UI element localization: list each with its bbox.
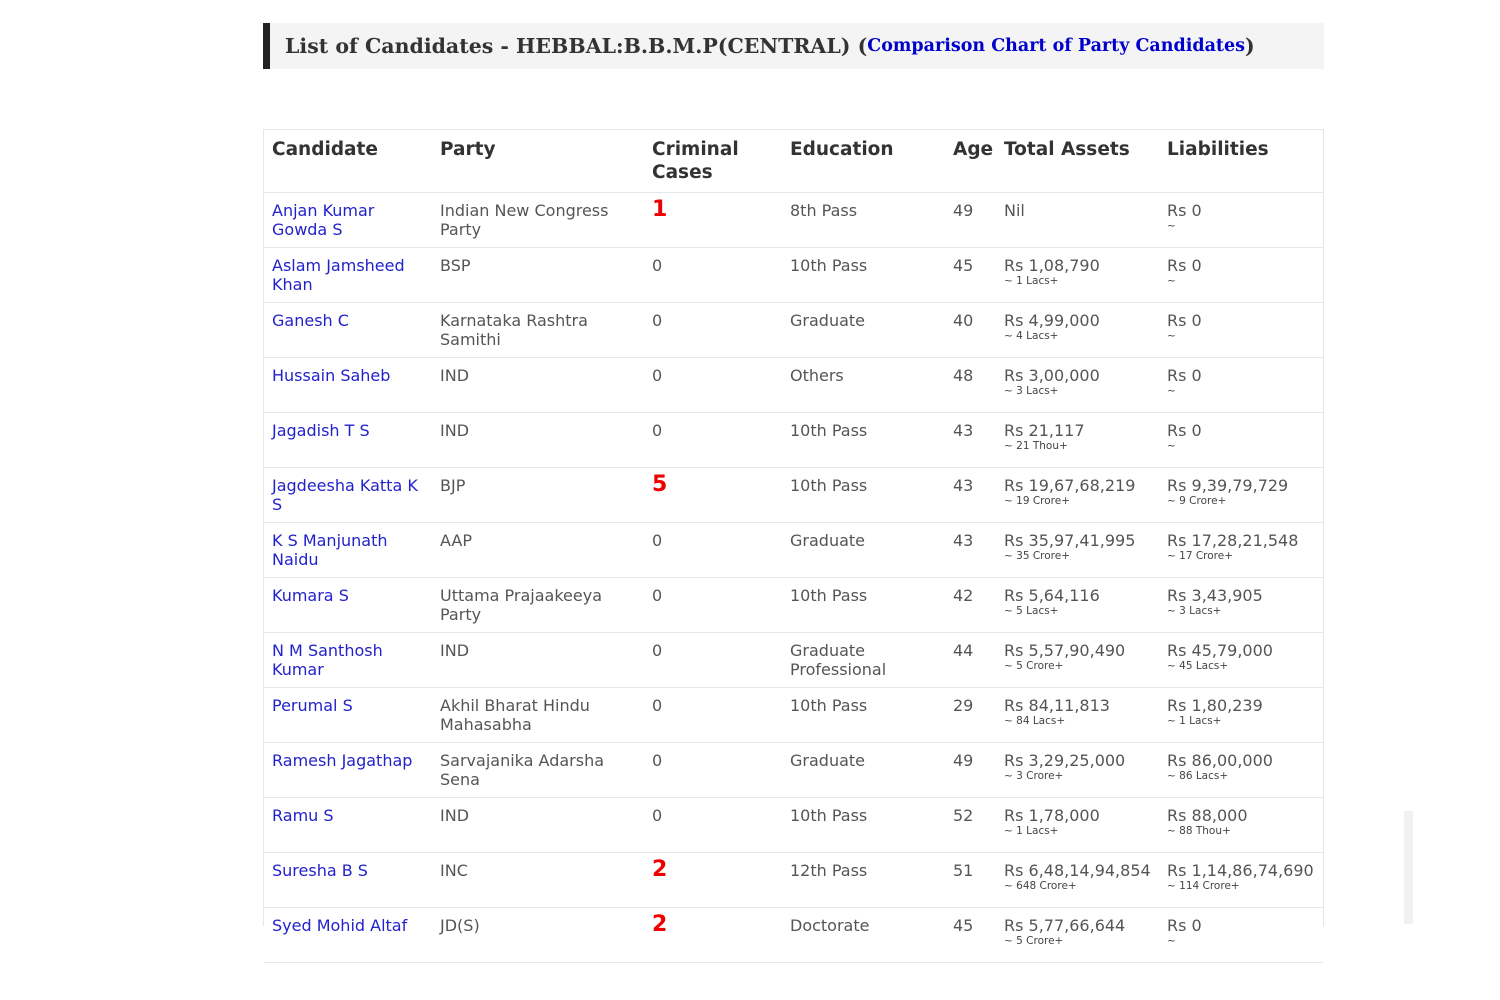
age-cell: 43 bbox=[945, 523, 996, 578]
candidate-link[interactable]: K S Manjunath Naidu bbox=[272, 531, 388, 569]
total-assets-value: Rs 5,77,66,644 bbox=[1004, 916, 1126, 935]
liabilities-value: Rs 88,000 bbox=[1167, 806, 1248, 825]
total-assets-approx: ~ 5 Crore+ bbox=[1004, 660, 1064, 672]
liabilities-cell bbox=[1159, 688, 1323, 743]
party-cell: JD(S) bbox=[432, 908, 644, 963]
education-cell: Graduate bbox=[782, 743, 945, 798]
candidate-cell bbox=[264, 633, 432, 688]
total-assets-approx: ~ 19 Crore+ bbox=[1004, 495, 1071, 507]
candidate-link[interactable]: Syed Mohid Altaf bbox=[272, 916, 408, 935]
liabilities-value: Rs 45,79,000 bbox=[1167, 641, 1273, 660]
liabilities-approx: ~ bbox=[1167, 440, 1176, 452]
liabilities-approx: ~ 17 Crore+ bbox=[1167, 550, 1234, 562]
party-cell: IND bbox=[432, 358, 644, 413]
total-assets-cell bbox=[996, 523, 1159, 578]
total-assets-cell bbox=[996, 908, 1159, 963]
education-cell: Others bbox=[782, 358, 945, 413]
education-cell: 10th Pass bbox=[782, 468, 945, 523]
liabilities-approx: ~ bbox=[1167, 385, 1176, 397]
table-row bbox=[264, 413, 1323, 468]
age-cell: 49 bbox=[945, 193, 996, 248]
education-cell: 10th Pass bbox=[782, 248, 945, 303]
criminal-cases-value: 0 bbox=[652, 751, 663, 770]
education-cell: Graduate bbox=[782, 523, 945, 578]
party-cell: IND bbox=[432, 413, 644, 468]
liabilities-cell bbox=[1159, 413, 1323, 468]
liabilities-value: Rs 0 bbox=[1167, 201, 1202, 220]
table-header-row bbox=[264, 130, 1323, 193]
party-cell: AAP bbox=[432, 523, 644, 578]
total-assets-value: Rs 6,48,14,94,854 bbox=[1004, 861, 1151, 880]
liabilities-cell bbox=[1159, 743, 1323, 798]
party-cell: Sarvajanika Adarsha Sena bbox=[432, 743, 644, 798]
total-assets-value: Rs 35,97,41,995 bbox=[1004, 531, 1136, 550]
candidate-link[interactable]: Ramu S bbox=[272, 806, 334, 825]
total-assets-approx: ~ 3 Crore+ bbox=[1004, 770, 1064, 782]
liabilities-approx: ~ 86 Lacs+ bbox=[1167, 770, 1229, 782]
total-assets-value: Rs 4,99,000 bbox=[1004, 311, 1100, 330]
candidate-link[interactable]: Hussain Saheb bbox=[272, 366, 391, 385]
criminal-cases-value[interactable]: 1 bbox=[652, 197, 668, 222]
criminal-cases-value: 0 bbox=[652, 421, 663, 440]
education-cell: 10th Pass bbox=[782, 688, 945, 743]
liabilities-cell bbox=[1159, 633, 1323, 688]
criminal-cases-cell bbox=[644, 303, 782, 358]
criminal-cases-cell bbox=[644, 193, 782, 248]
liabilities-value: Rs 0 bbox=[1167, 311, 1202, 330]
criminal-cases-cell bbox=[644, 358, 782, 413]
candidate-cell bbox=[264, 688, 432, 743]
liabilities-approx: ~ bbox=[1167, 935, 1176, 947]
liabilities-cell bbox=[1159, 853, 1323, 908]
table-row bbox=[264, 633, 1323, 688]
column-header-criminal-cases[interactable]: Criminal Cases bbox=[644, 130, 782, 193]
criminal-cases-value: 0 bbox=[652, 641, 663, 660]
total-assets-approx: ~ 21 Thou+ bbox=[1004, 440, 1068, 452]
comparison-chart-link[interactable]: Comparison Chart of Party Candidates bbox=[867, 36, 1245, 56]
candidate-cell bbox=[264, 193, 432, 248]
column-header-total-assets[interactable]: Total Assets bbox=[996, 130, 1159, 193]
column-header-party[interactable]: Party bbox=[432, 130, 644, 193]
age-cell: 48 bbox=[945, 358, 996, 413]
total-assets-value: Rs 5,64,116 bbox=[1004, 586, 1100, 605]
total-assets-cell bbox=[996, 578, 1159, 633]
total-assets-approx: ~ 648 Crore+ bbox=[1004, 880, 1077, 892]
total-assets-approx: ~ 3 Lacs+ bbox=[1004, 385, 1059, 397]
total-assets-value: Rs 5,57,90,490 bbox=[1004, 641, 1126, 660]
liabilities-approx: ~ bbox=[1167, 330, 1176, 342]
liabilities-value: Rs 9,39,79,729 bbox=[1167, 476, 1289, 495]
criminal-cases-cell bbox=[644, 248, 782, 303]
liabilities-value: Rs 0 bbox=[1167, 366, 1202, 385]
candidate-link[interactable]: Perumal S bbox=[272, 696, 353, 715]
liabilities-value: Rs 17,28,21,548 bbox=[1167, 531, 1299, 550]
education-cell: Graduate bbox=[782, 303, 945, 358]
column-header-candidate[interactable]: Candidate bbox=[264, 130, 432, 193]
party-cell: IND bbox=[432, 798, 644, 853]
table-row bbox=[264, 468, 1323, 523]
criminal-cases-cell bbox=[644, 468, 782, 523]
candidate-link[interactable]: Jagadish T S bbox=[272, 421, 370, 440]
total-assets-approx: ~ 1 Lacs+ bbox=[1004, 275, 1059, 287]
candidate-link[interactable]: Kumara S bbox=[272, 586, 349, 605]
party-cell: Uttama Prajaakeeya Party bbox=[432, 578, 644, 633]
age-cell: 49 bbox=[945, 743, 996, 798]
age-cell: 45 bbox=[945, 248, 996, 303]
liabilities-cell bbox=[1159, 798, 1323, 853]
candidate-cell bbox=[264, 853, 432, 908]
page-title-text: List of Candidates - HEBBAL:B.B.M.P(CENTRAL) ( bbox=[285, 34, 868, 58]
education-cell: Graduate Professional bbox=[782, 633, 945, 688]
scrollbar-track[interactable] bbox=[1404, 811, 1413, 924]
total-assets-approx: ~ 5 Crore+ bbox=[1004, 935, 1064, 947]
liabilities-approx: ~ 1 Lacs+ bbox=[1167, 715, 1222, 727]
candidate-cell bbox=[264, 413, 432, 468]
candidate-cell bbox=[264, 468, 432, 523]
criminal-cases-value[interactable]: 2 bbox=[652, 912, 668, 937]
table-row bbox=[264, 303, 1323, 358]
column-header-liabilities[interactable]: Liabilities bbox=[1159, 130, 1323, 193]
liabilities-approx: ~ 9 Crore+ bbox=[1167, 495, 1227, 507]
liabilities-approx: ~ 88 Thou+ bbox=[1167, 825, 1231, 837]
liabilities-cell bbox=[1159, 578, 1323, 633]
candidate-cell bbox=[264, 798, 432, 853]
candidate-link[interactable]: Jagdeesha Katta K S bbox=[272, 476, 418, 514]
party-cell: BJP bbox=[432, 468, 644, 523]
table-row bbox=[264, 578, 1323, 633]
table-row bbox=[264, 688, 1323, 743]
table-row bbox=[264, 798, 1323, 853]
liabilities-cell bbox=[1159, 908, 1323, 963]
candidate-link[interactable]: Ganesh C bbox=[272, 311, 349, 330]
age-cell: 45 bbox=[945, 908, 996, 963]
column-header-education[interactable]: Education bbox=[782, 130, 945, 193]
candidate-link[interactable]: Ramesh Jagathap bbox=[272, 751, 413, 770]
total-assets-approx: ~ 35 Crore+ bbox=[1004, 550, 1071, 562]
party-cell: INC bbox=[432, 853, 644, 908]
total-assets-approx: ~ 84 Lacs+ bbox=[1004, 715, 1066, 727]
liabilities-approx: ~ 114 Crore+ bbox=[1167, 880, 1240, 892]
candidate-link[interactable]: Anjan Kumar Gowda S bbox=[272, 201, 375, 239]
liabilities-cell bbox=[1159, 193, 1323, 248]
party-cell: Akhil Bharat Hindu Mahasabha bbox=[432, 688, 644, 743]
education-cell: 8th Pass bbox=[782, 193, 945, 248]
party-cell: Indian New Congress Party bbox=[432, 193, 644, 248]
education-cell: 10th Pass bbox=[782, 578, 945, 633]
criminal-cases-value: 0 bbox=[652, 586, 663, 605]
total-assets-approx: ~ 4 Lacs+ bbox=[1004, 330, 1059, 342]
liabilities-value: Rs 0 bbox=[1167, 256, 1202, 275]
table-row bbox=[264, 193, 1323, 248]
age-cell: 42 bbox=[945, 578, 996, 633]
total-assets-cell bbox=[996, 358, 1159, 413]
criminal-cases-cell bbox=[644, 853, 782, 908]
liabilities-cell bbox=[1159, 468, 1323, 523]
age-cell: 51 bbox=[945, 853, 996, 908]
liabilities-value: Rs 0 bbox=[1167, 916, 1202, 935]
criminal-cases-cell bbox=[644, 413, 782, 468]
candidate-cell bbox=[264, 523, 432, 578]
liabilities-approx: ~ bbox=[1167, 275, 1176, 287]
candidate-cell bbox=[264, 743, 432, 798]
total-assets-value: Rs 1,08,790 bbox=[1004, 256, 1100, 275]
table-row bbox=[264, 743, 1323, 798]
total-assets-approx: ~ 1 Lacs+ bbox=[1004, 825, 1059, 837]
liabilities-cell bbox=[1159, 248, 1323, 303]
party-cell: IND bbox=[432, 633, 644, 688]
liabilities-value: Rs 0 bbox=[1167, 421, 1202, 440]
criminal-cases-cell bbox=[644, 908, 782, 963]
total-assets-cell bbox=[996, 688, 1159, 743]
page-title bbox=[263, 23, 1324, 69]
age-cell: 52 bbox=[945, 798, 996, 853]
age-cell: 40 bbox=[945, 303, 996, 358]
total-assets-approx: ~ 5 Lacs+ bbox=[1004, 605, 1059, 617]
criminal-cases-value[interactable]: 5 bbox=[652, 472, 668, 497]
liabilities-value: Rs 1,80,239 bbox=[1167, 696, 1263, 715]
total-assets-cell bbox=[996, 248, 1159, 303]
table-row bbox=[264, 853, 1323, 908]
criminal-cases-value: 0 bbox=[652, 256, 663, 275]
age-cell: 43 bbox=[945, 413, 996, 468]
total-assets-cell bbox=[996, 413, 1159, 468]
criminal-cases-cell bbox=[644, 523, 782, 578]
criminal-cases-value: 0 bbox=[652, 696, 663, 715]
liabilities-cell bbox=[1159, 523, 1323, 578]
liabilities-value: Rs 86,00,000 bbox=[1167, 751, 1273, 770]
total-assets-value: Rs 84,11,813 bbox=[1004, 696, 1110, 715]
criminal-cases-value[interactable]: 2 bbox=[652, 857, 668, 882]
total-assets-cell bbox=[996, 633, 1159, 688]
liabilities-approx: ~ bbox=[1167, 220, 1176, 232]
total-assets-cell bbox=[996, 303, 1159, 358]
liabilities-value: Rs 3,43,905 bbox=[1167, 586, 1263, 605]
total-assets-value: Rs 3,00,000 bbox=[1004, 366, 1100, 385]
candidate-cell bbox=[264, 908, 432, 963]
criminal-cases-value: 0 bbox=[652, 531, 663, 550]
total-assets-cell bbox=[996, 468, 1159, 523]
criminal-cases-cell bbox=[644, 578, 782, 633]
liabilities-cell bbox=[1159, 358, 1323, 413]
liabilities-cell bbox=[1159, 303, 1323, 358]
total-assets-value: Rs 1,78,000 bbox=[1004, 806, 1100, 825]
total-assets-cell bbox=[996, 193, 1159, 248]
candidate-link[interactable]: Aslam Jamsheed Khan bbox=[272, 256, 405, 294]
criminal-cases-cell bbox=[644, 798, 782, 853]
candidates-table bbox=[263, 129, 1324, 947]
education-cell: 12th Pass bbox=[782, 853, 945, 908]
table-row bbox=[264, 358, 1323, 413]
total-assets-value: Rs 21,117 bbox=[1004, 421, 1085, 440]
total-assets-cell bbox=[996, 853, 1159, 908]
education-cell: 10th Pass bbox=[782, 798, 945, 853]
criminal-cases-cell bbox=[644, 743, 782, 798]
table-row bbox=[264, 908, 1323, 963]
criminal-cases-value: 0 bbox=[652, 311, 663, 330]
criminal-cases-value: 0 bbox=[652, 366, 663, 385]
age-cell: 29 bbox=[945, 688, 996, 743]
education-cell: 10th Pass bbox=[782, 413, 945, 468]
liabilities-value: Rs 1,14,86,74,690 bbox=[1167, 861, 1314, 880]
total-assets-value: Rs 19,67,68,219 bbox=[1004, 476, 1136, 495]
total-assets-cell bbox=[996, 743, 1159, 798]
party-cell: Karnataka Rashtra Samithi bbox=[432, 303, 644, 358]
criminal-cases-value: 0 bbox=[652, 806, 663, 825]
liabilities-approx: ~ 45 Lacs+ bbox=[1167, 660, 1229, 672]
page-title-suffix: ) bbox=[1245, 34, 1255, 58]
criminal-cases-cell bbox=[644, 633, 782, 688]
candidate-cell bbox=[264, 303, 432, 358]
age-cell: 43 bbox=[945, 468, 996, 523]
table-row bbox=[264, 523, 1323, 578]
age-cell: 44 bbox=[945, 633, 996, 688]
candidate-link[interactable]: Suresha B S bbox=[272, 861, 368, 880]
criminal-cases-cell bbox=[644, 688, 782, 743]
total-assets-value: Rs 3,29,25,000 bbox=[1004, 751, 1126, 770]
liabilities-approx: ~ 3 Lacs+ bbox=[1167, 605, 1222, 617]
candidate-cell bbox=[264, 248, 432, 303]
candidate-cell bbox=[264, 358, 432, 413]
table-row bbox=[264, 248, 1323, 303]
total-assets-cell bbox=[996, 798, 1159, 853]
party-cell: BSP bbox=[432, 248, 644, 303]
candidate-link[interactable]: N M Santhosh Kumar bbox=[272, 641, 383, 679]
candidate-cell bbox=[264, 578, 432, 633]
column-header-age[interactable]: Age bbox=[945, 130, 996, 193]
total-assets-value: Nil bbox=[1004, 201, 1025, 220]
education-cell: Doctorate bbox=[782, 908, 945, 963]
